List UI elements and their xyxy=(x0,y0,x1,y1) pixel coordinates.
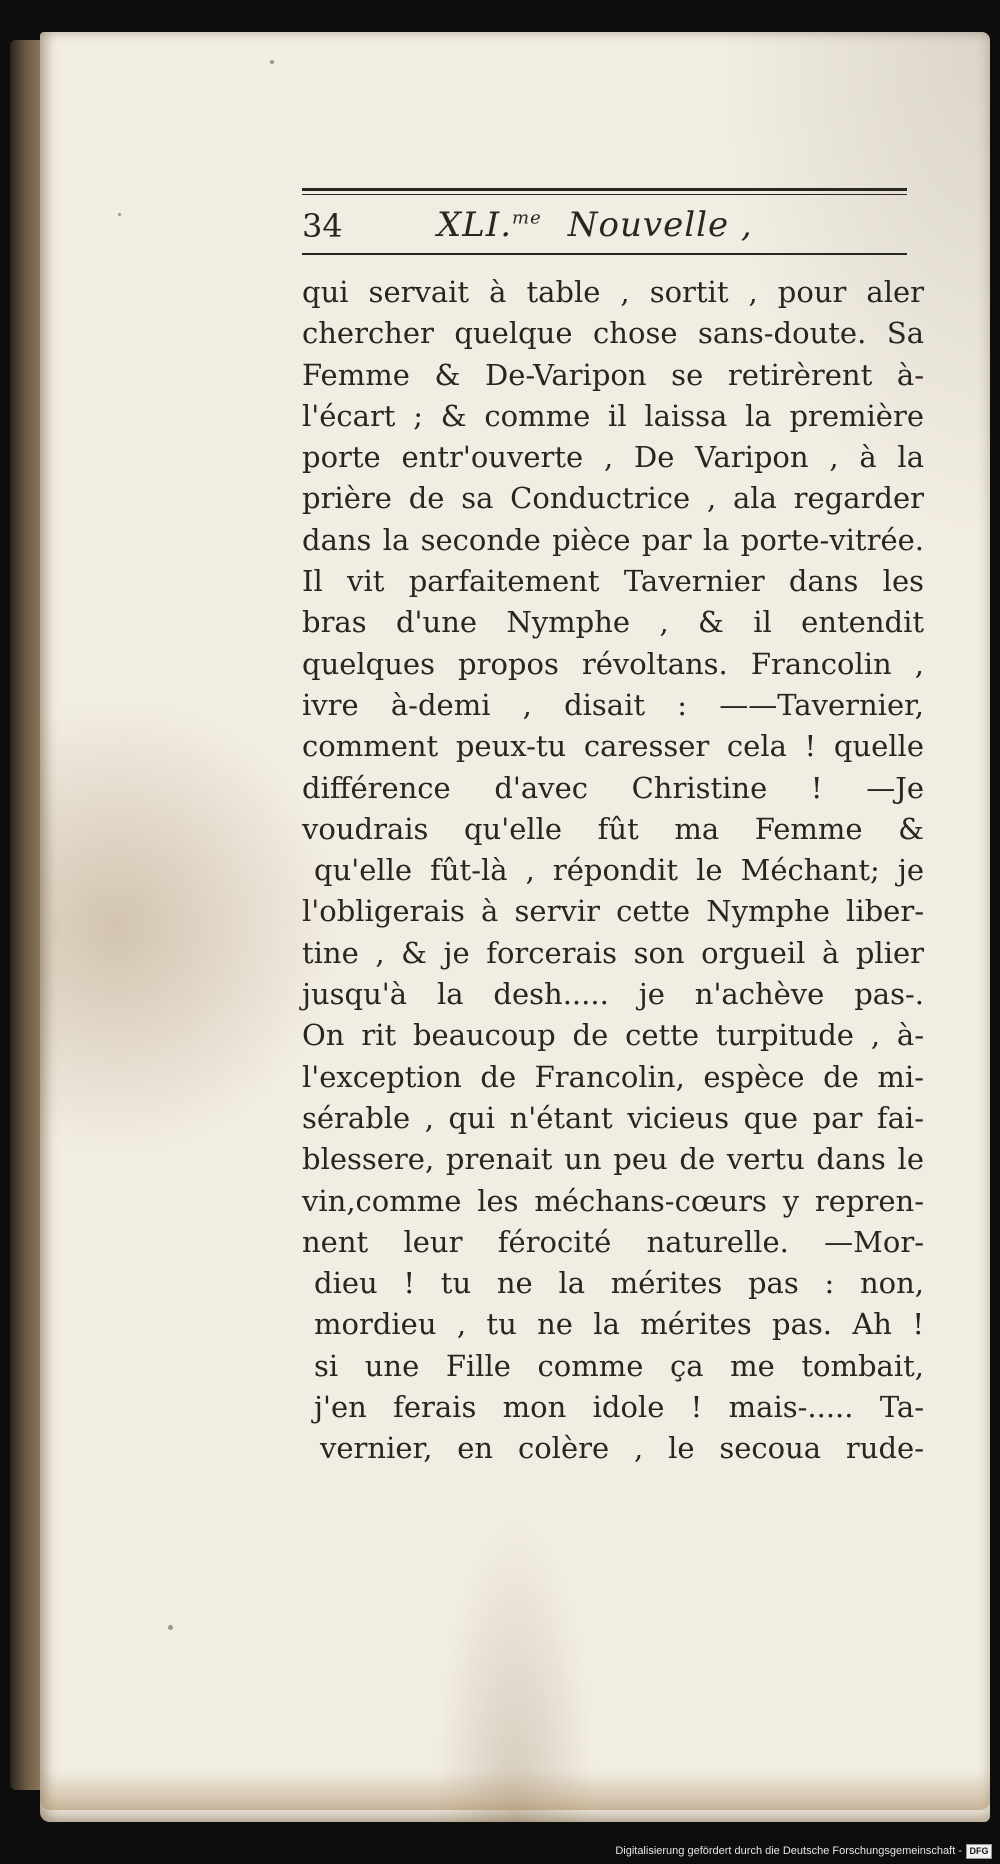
text-line: qu'elle fût-là , répondit le Méchant; je xyxy=(314,853,924,888)
running-title-word: Nouvelle , xyxy=(567,205,753,245)
text-line: vernier, en colère , le secoua rude- xyxy=(320,1431,924,1466)
page-body-text xyxy=(302,272,924,1470)
text-line: nent leur férocité naturelle. —Mor- xyxy=(302,1224,924,1259)
text-line: si une Fille comme ça me tombait, xyxy=(314,1348,924,1383)
text-line: dieu ! tu ne la mérites pas : non, xyxy=(314,1266,924,1301)
text-line: dans la seconde pièce par la porte-vitrée. xyxy=(302,522,924,557)
dfg-logo-icon: DFG xyxy=(966,1844,992,1859)
header-rule-top-thick xyxy=(302,188,907,191)
text-line: sérable , qui n'étant vicieus que par fai- xyxy=(302,1100,924,1135)
running-title-numeral: XLI. xyxy=(437,205,513,245)
text-line: mordieu , tu ne la mérites pas. Ah ! xyxy=(314,1307,924,1342)
running-title xyxy=(437,205,753,245)
digitization-footer xyxy=(0,1842,1000,1864)
text-line: porte entr'ouverte , De Varipon , à la xyxy=(302,440,924,475)
paper-speck xyxy=(270,60,274,64)
text-line: Femme & De-Varipon se retirèrent à- xyxy=(302,357,924,392)
digitization-credit: Digitalisierung gefördert durch die Deutsche Forschungsgemeinschaft - xyxy=(615,1845,962,1857)
text-line: l'obligerais à servir cette Nymphe liber- xyxy=(302,894,924,929)
text-line: voudrais qu'elle fût ma Femme & xyxy=(302,811,924,846)
running-header xyxy=(302,188,907,255)
text-line: On rit beaucoup de cette turpitude , à- xyxy=(302,1018,924,1053)
text-line: j'en ferais mon idole ! mais-..... Ta- xyxy=(314,1390,924,1425)
text-line: différence d'avec Christine ! —Je xyxy=(302,770,924,805)
text-line: l'exception de Francolin, espèce de mi- xyxy=(302,1059,924,1094)
text-line: tine , & je forcerais son orgueil à plier xyxy=(302,935,924,970)
header-rule-bottom xyxy=(302,253,907,255)
text-line: ivre à-demi , disait : ——Tavernier, xyxy=(302,687,924,722)
text-line: comment peux-tu caresser cela ! quelle xyxy=(302,729,924,764)
text-line: blessere, prenait un peu de vertu dans le xyxy=(302,1142,924,1177)
text-line: bras d'une Nymphe , & il entendit xyxy=(302,605,924,640)
page-bottom-edge xyxy=(40,1770,990,1810)
text-line: prière de sa Conductrice , ala regarder xyxy=(302,481,924,516)
text-line: vin,comme les méchans-cœurs y repren- xyxy=(302,1183,924,1218)
text-line: jusqu'à la desh..... je n'achève pas-. xyxy=(302,977,924,1012)
running-title-superscript: me xyxy=(512,207,542,229)
text-line: qui servait à table , sortit , pour aler xyxy=(302,275,924,309)
header-row xyxy=(302,195,907,251)
paper-speck xyxy=(118,213,121,216)
text-line: l'écart ; & comme il laissa la première xyxy=(302,398,924,433)
text-line: Il vit parfaitement Tavernier dans les xyxy=(302,564,924,599)
text-line: chercher quelque chose sans-doute. Sa xyxy=(302,316,924,351)
paper-speck xyxy=(168,1625,173,1630)
text-line: quelques propos révoltans. Francolin , xyxy=(302,646,924,681)
page-number: 34 xyxy=(302,207,343,245)
